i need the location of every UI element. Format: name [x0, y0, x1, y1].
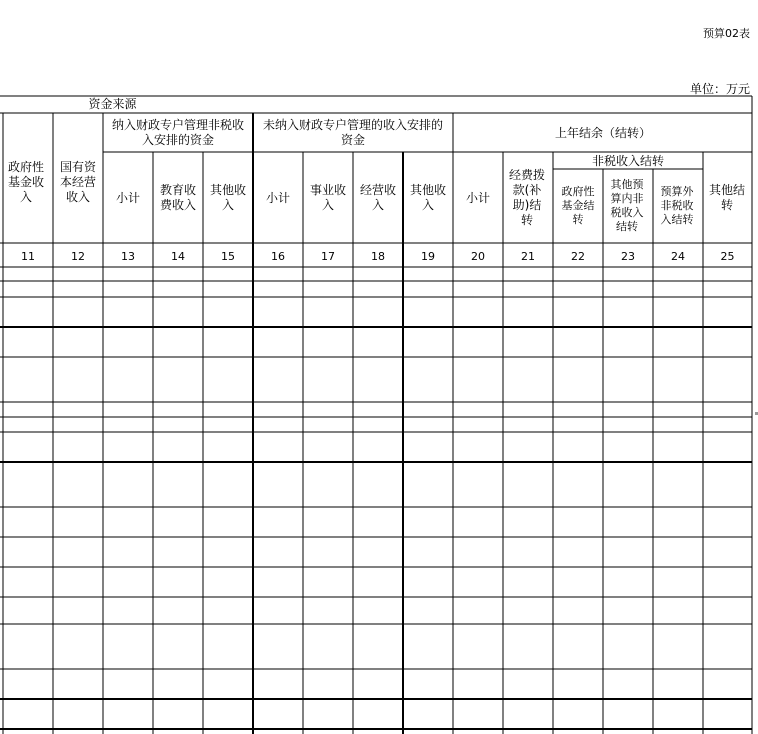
column-number: 12 [71, 249, 85, 263]
unit-label: 单位：万元 [689, 82, 750, 96]
form-code: 预算02表 [703, 27, 750, 40]
header-special-other-income: 其他收入 [209, 183, 246, 212]
header-gov-fund-carryover: 政府性基金结转 [561, 185, 595, 226]
column-number: 17 [321, 249, 335, 263]
header-operating-income: 经营收入 [359, 183, 396, 212]
header-state-capital-income: 国有资本经营收入 [59, 159, 96, 204]
column-number: 20 [471, 249, 485, 263]
header-other-budget-nontax-carryover: 其他预算内非税收入结转 [610, 178, 644, 233]
header-gov-fund-income: 政府性基金收入 [7, 159, 44, 204]
header-other-carryover: 其他结转 [708, 183, 745, 212]
header-appropriation-carryover: 经费拨款(补助)结转 [508, 168, 545, 227]
header-special-nontax-group: 纳入财政专户管理非税收入安排的资金 [111, 118, 244, 147]
column-number: 14 [171, 249, 185, 263]
column-number: 13 [121, 249, 135, 263]
header-prior-year-carryover: 上年结余（结转） [554, 125, 651, 140]
header-nonspecial-subtotal: 小计 [265, 190, 290, 205]
header-fund-source: 资金来源 [88, 97, 137, 111]
column-number: 23 [621, 249, 635, 263]
column-number: 19 [421, 249, 435, 263]
header-business-income: 事业收入 [309, 183, 346, 212]
header-carryover-subtotal: 小计 [465, 190, 490, 205]
column-number: 21 [521, 249, 535, 263]
header-special-subtotal: 小计 [115, 190, 140, 205]
header-nonspecial-other-income: 其他收入 [409, 183, 446, 212]
column-number: 16 [271, 249, 285, 263]
column-number: 25 [720, 249, 735, 263]
column-number: 15 [221, 249, 235, 263]
header-education-fee-income: 教育收费收入 [159, 183, 196, 212]
header-nonspecial-group: 未纳入财政专户管理的收入安排的资金 [262, 118, 443, 147]
column-number: 18 [371, 249, 385, 263]
column-number: 22 [571, 249, 585, 263]
column-number: 24 [671, 249, 685, 263]
column-number: 11 [21, 249, 35, 263]
header-offbudget-nontax-carryover: 预算外非税收入结转 [660, 185, 694, 226]
header-nontax-carryover-group: 非税收入结转 [591, 153, 664, 168]
